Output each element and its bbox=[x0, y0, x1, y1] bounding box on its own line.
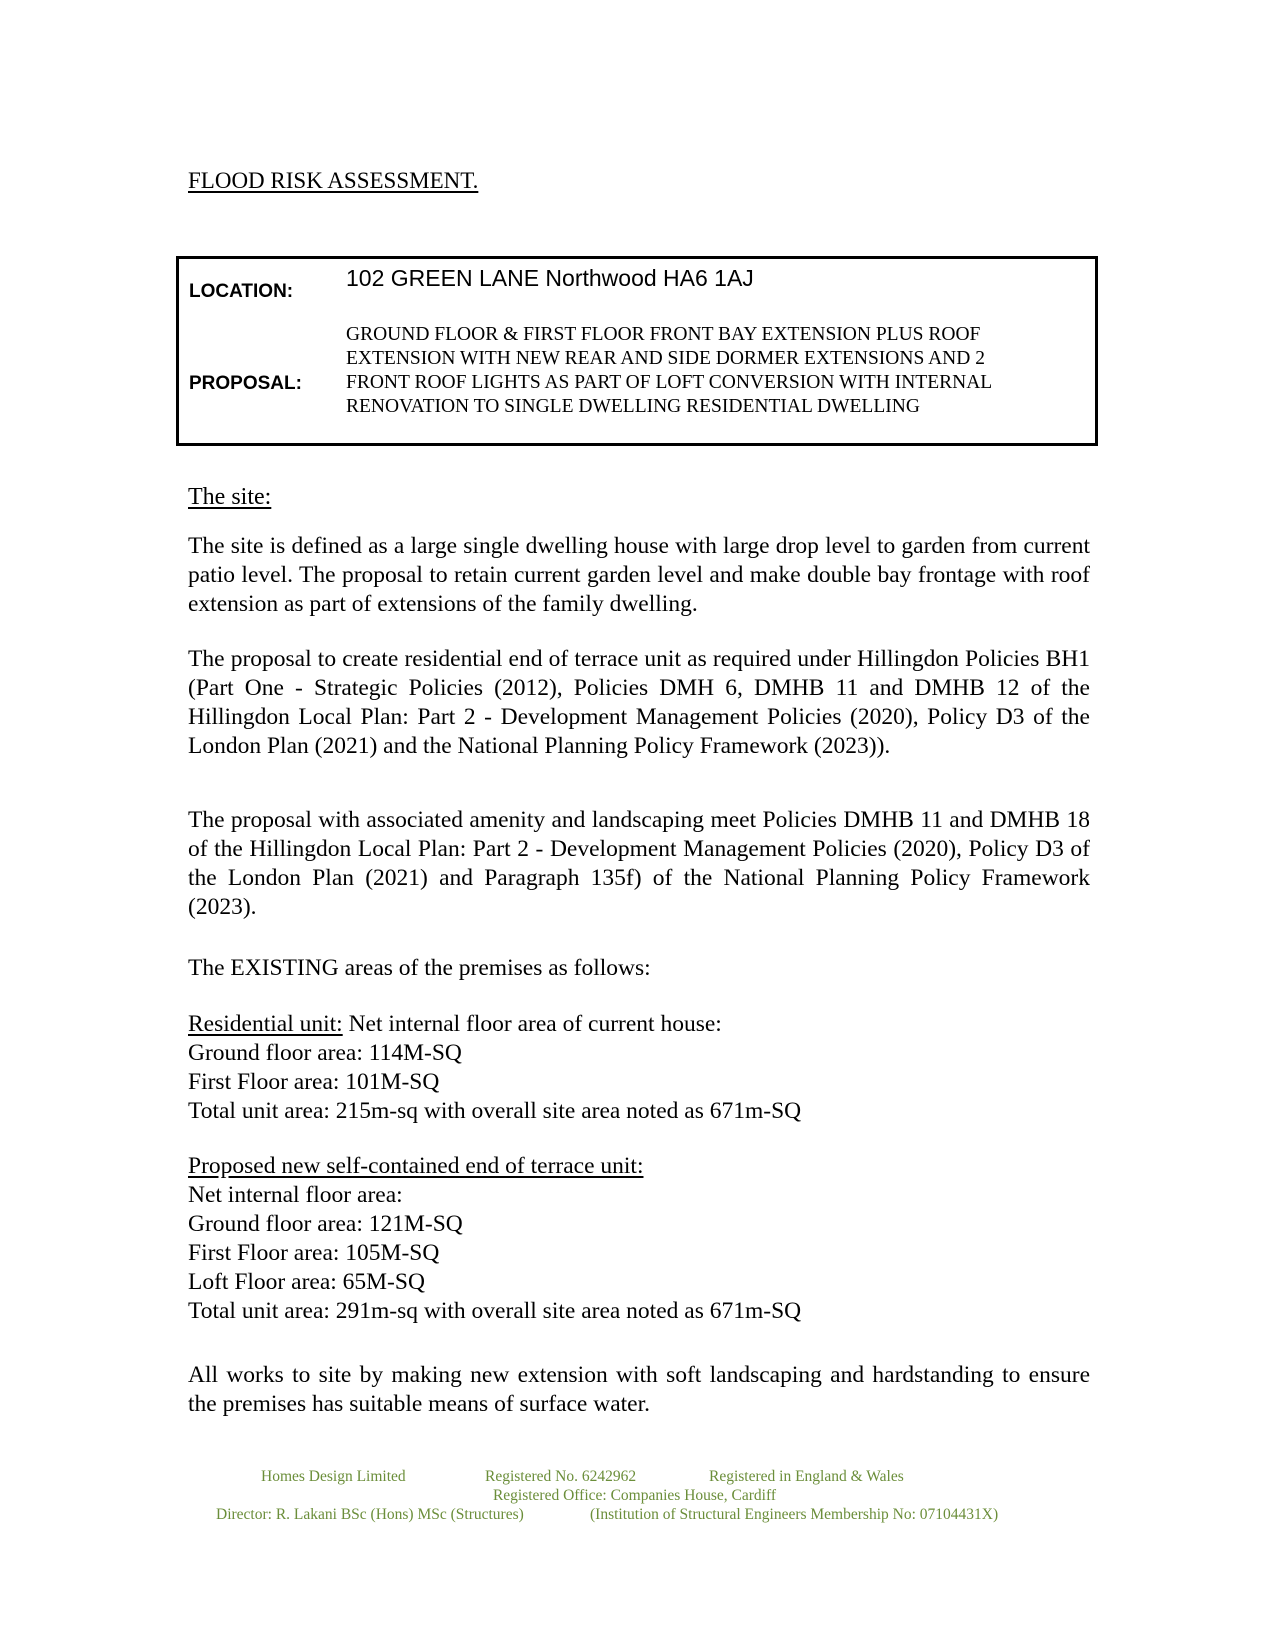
site-heading: The site: bbox=[188, 484, 272, 510]
site-paragraph-3: The proposal with associated amenity and landscaping meet Policies DMHB 11 and DMHB 18 of the Hillingdon Local Plan: Part 2 - Development Management Policies (2020), Policy D3 of the London Plan (2021) and Paragraph 135f) of the National Planning Policy Framework (2023). bbox=[188, 807, 1090, 920]
page-title: FLOOD RISK ASSESSMENT. bbox=[188, 168, 479, 193]
existing-heading-line bbox=[188, 1010, 1090, 1039]
closing-paragraph: All works to site by making new extension with soft landscaping and hardstanding to ensure the premises has suitable means of surface water. bbox=[188, 1362, 1090, 1417]
proposed-net: Net internal floor area: bbox=[188, 1182, 403, 1208]
footer-company: Homes Design Limited bbox=[261, 1468, 406, 1485]
proposal-line: FRONT ROOF LIGHTS AS PART OF LOFT CONVERSION WITH INTERNAL bbox=[346, 372, 993, 393]
footer-reg-no: Registered No. 6242962 bbox=[485, 1468, 637, 1485]
location-value: 102 GREEN LANE Northwood HA6 1AJ bbox=[346, 265, 754, 291]
proposed-label: Proposed new self-contained end of terrace unit: bbox=[188, 1153, 644, 1179]
proposal-line: GROUND FLOOR & FIRST FLOOR FRONT BAY EXTENSION PLUS ROOF bbox=[346, 324, 981, 345]
proposed-first: First Floor area: 105M-SQ bbox=[188, 1240, 440, 1266]
footer-office: Registered Office: Companies House, Cardiff bbox=[492, 1487, 777, 1504]
proposal-line: RENOVATION TO SINGLE DWELLING RESIDENTIAL DWELLING bbox=[346, 396, 920, 417]
proposal-label: PROPOSAL: bbox=[189, 373, 302, 394]
existing-intro: The EXISTING areas of the premises as follows: bbox=[188, 955, 651, 981]
existing-ground: Ground floor area: 114M-SQ bbox=[188, 1040, 462, 1066]
proposal-value bbox=[346, 323, 1086, 419]
proposed-ground: Ground floor area: 121M-SQ bbox=[188, 1211, 463, 1237]
proposed-total: Total unit area: 291m-sq with overall site area noted as 671m-SQ bbox=[188, 1298, 802, 1324]
proposal-line: EXTENSION WITH NEW REAR AND SIDE DORMER EXTENSIONS AND 2 bbox=[346, 348, 985, 369]
existing-label-rest: Net internal floor area of current house: bbox=[342, 1011, 722, 1037]
footer-membership: (Institution of Structural Engineers Membership No: 07104431X) bbox=[590, 1506, 999, 1523]
proposed-loft: Loft Floor area: 65M-SQ bbox=[188, 1269, 425, 1295]
location-label: LOCATION: bbox=[189, 281, 294, 302]
site-paragraph-1: The site is defined as a large single dwelling house with large drop level to garden from current patio level. The proposal to retain current garden level and make double bay frontage with roof extension as part of extensions of the family dwelling. bbox=[188, 533, 1090, 617]
location-proposal-box bbox=[176, 256, 1098, 446]
existing-first: First Floor area: 101M-SQ bbox=[188, 1069, 440, 1095]
existing-total: Total unit area: 215m-sq with overall site area noted as 671m-SQ bbox=[188, 1098, 802, 1124]
proposed-areas bbox=[188, 1152, 1090, 1326]
site-paragraph-2: The proposal to create residential end of terrace unit as required under Hillingdon Policies BH1 (Part One - Strategic Policies (2012), Policies DMH 6, DMHB 11 and DMHB 12 of the Hillingdon Local Plan: Part 2 - Development Management Policies (2020), Policy D3 of the London Plan (2021) and the National Planning Policy Framework (2023)). bbox=[188, 646, 1090, 759]
footer-director: Director: R. Lakani BSc (Hons) MSc (Structures) bbox=[216, 1506, 524, 1523]
footer-reg-in: Registered in England & Wales bbox=[709, 1468, 904, 1485]
existing-label: Residential unit: bbox=[188, 1011, 343, 1037]
existing-areas bbox=[188, 1010, 1090, 1126]
